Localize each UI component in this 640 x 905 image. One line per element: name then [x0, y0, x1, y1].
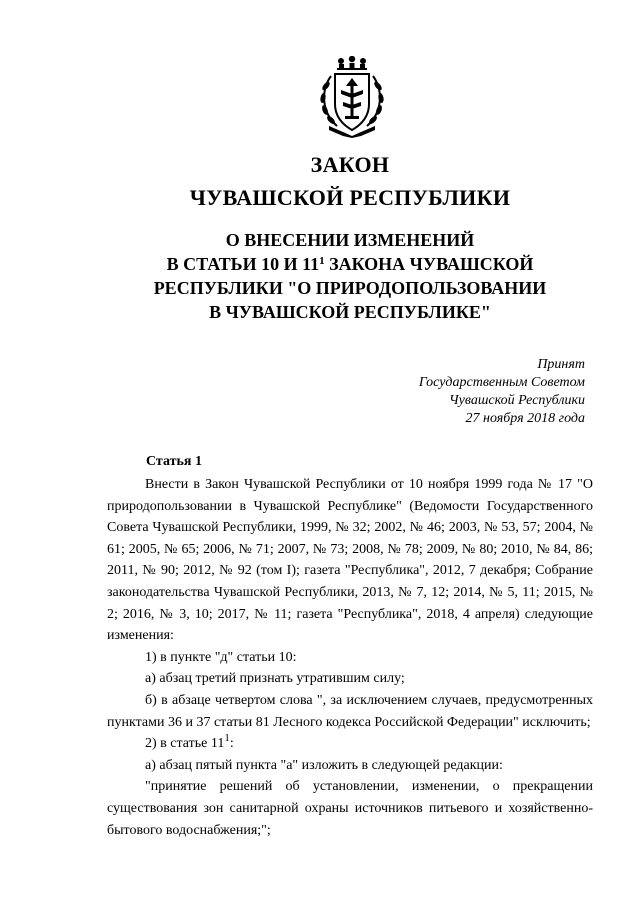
title-line: ЧУВАШСКОЙ РЕСПУБЛИКИ [189, 185, 511, 210]
law-title-republic [0, 185, 640, 211]
subtitle-line: В ЧУВАШСКОЙ РЕСПУБЛИКЕ" [209, 302, 491, 322]
chuvash-coat-of-arms-emblem [315, 56, 389, 138]
adoption-line: Государственным Советом [418, 375, 585, 390]
paragraph-text: 2) в статье 11 [145, 736, 225, 752]
paragraph: б) в абзаце четвертом слова ", за исключением случаев, предусмотренных пунктами 36 и 37 статьи 81 Лесного кодекса Российской Федерации" исключить; [107, 692, 593, 730]
article-heading: Статья 1 [146, 454, 202, 469]
paragraph: а) абзац пятый пункта "а" изложить в следующей редакции: [145, 757, 503, 773]
adoption-line: Чувашской Республики [449, 393, 585, 408]
superscript: 1 [224, 732, 230, 745]
paragraph-text: : [229, 736, 234, 752]
title-line: ЗАКОН [310, 152, 390, 177]
paragraph: Внести в Закон Чувашской Республики от 10 ноября 1999 года № 17 "О природопользовании в Чувашской Республике" (Ведомости Государственного Совета Чувашской Республики, 1999, № 32; 2002, № 46; 2003, № 53, 57; 2004, № 61; 2005, № 65; 2006, № 71; 2007, № 73; 2008, № 78; 2009, № 80; 2010, № 84, 86; 2011, № 90; 2012, № 92 (том I); газета "Республика", 2012, 7 декабря; Собрание законодательства Чувашской Республики, 2013, № 7, 12; 2014, № 5, 11; 2015, № 2; 2016, № 3, 10; 2017, № 11; газета "Республика", 2018, 4 апреля) следующие изменения: [107, 477, 593, 644]
subtitle-text: В СТАТЬИ 10 И 11 [166, 254, 320, 274]
article-body [107, 474, 593, 841]
paragraph: а) абзац третий признать утратившим силу; [145, 671, 405, 687]
subtitle-line [0, 252, 640, 276]
superscript: 1 [319, 255, 325, 267]
adoption-note [419, 356, 585, 428]
subtitle-line: РЕСПУБЛИКИ "О ПРИРОДОПОЛЬЗОВАНИИ [153, 278, 547, 298]
paragraph: 1) в пункте "д" статьи 10: [145, 649, 297, 665]
paragraph [107, 733, 593, 755]
law-title [0, 152, 640, 178]
subtitle-line: О ВНЕСЕНИИ ИЗМЕНЕНИЙ [225, 230, 475, 250]
paragraph: "принятие решений об установлении, изменении, о прекращении существования зон санитарной охраны источников питьевого и хозяйственно-бытового водоснабжения;"; [107, 779, 593, 838]
law-subtitle [0, 228, 640, 324]
adoption-line: Принят [537, 357, 585, 372]
subtitle-text: ЗАКОНА ЧУВАШСКОЙ [324, 254, 534, 274]
adoption-date: 27 ноября 2018 года [465, 411, 585, 426]
